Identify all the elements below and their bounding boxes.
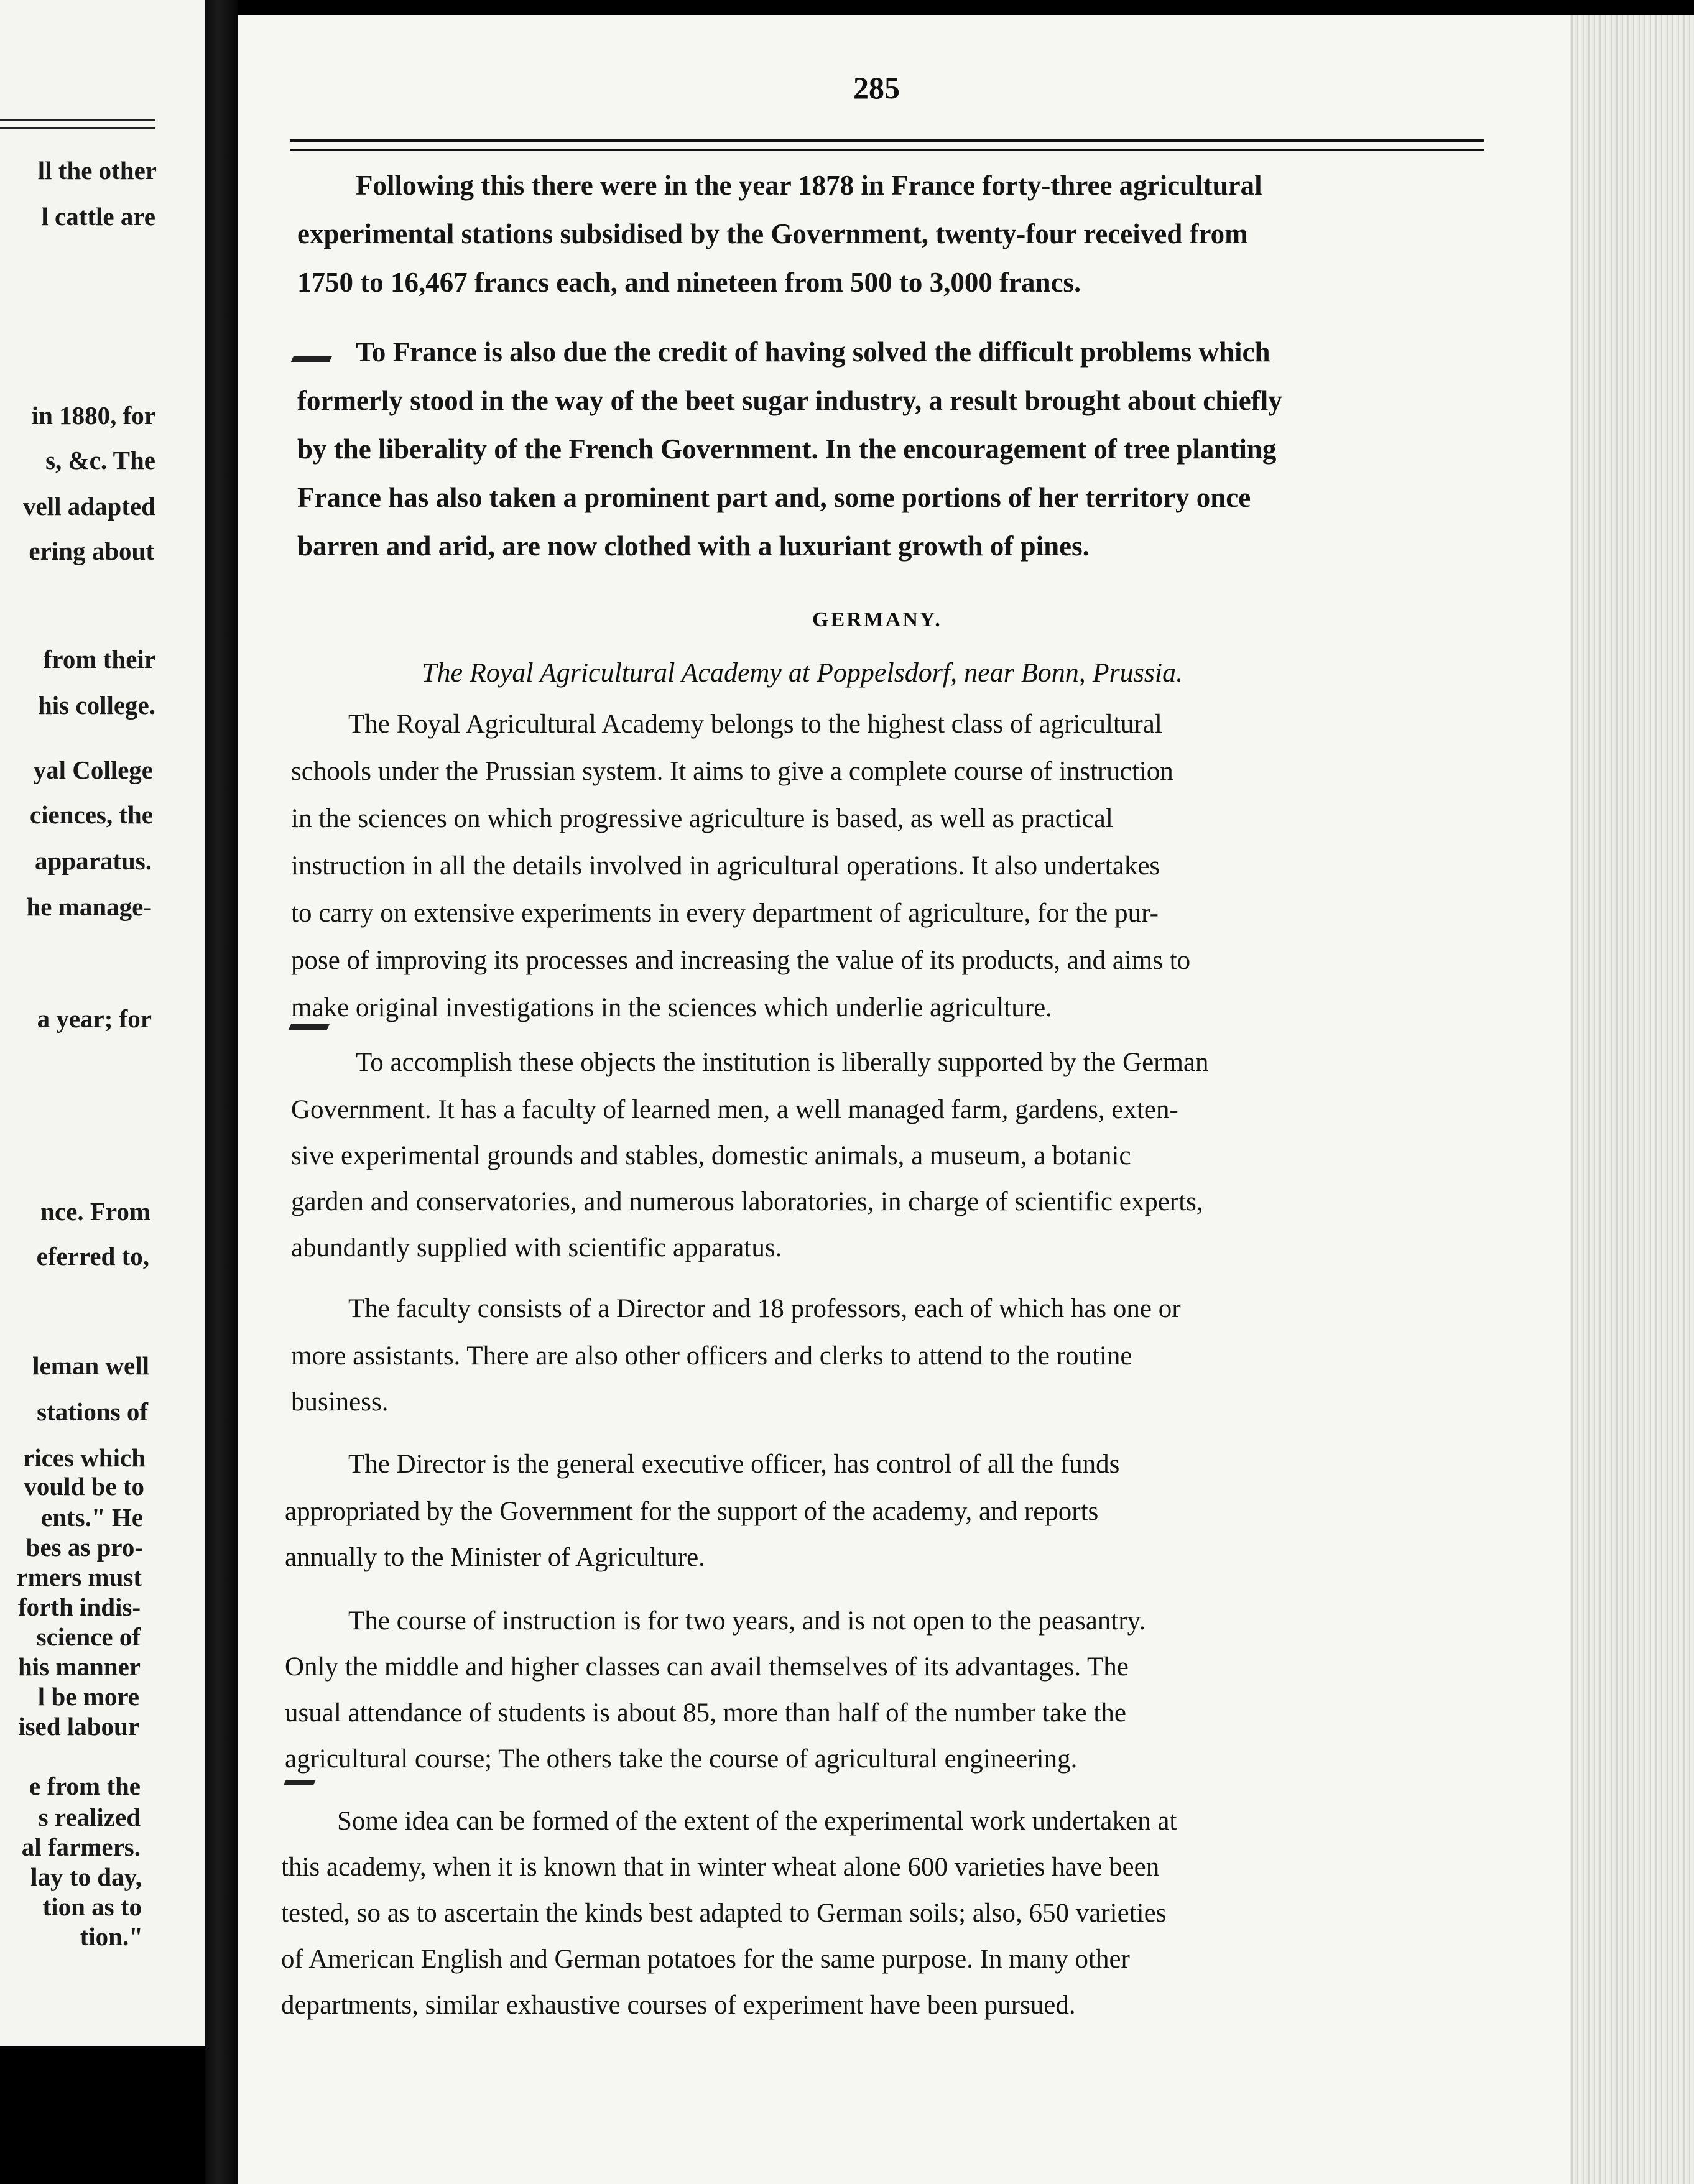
text-line: make original investigations in the sciences which underlie agriculture. <box>291 993 1052 1022</box>
text-line: this academy, when it is known that in winter wheat alone 600 varieties have been <box>281 1853 1160 1882</box>
text-line: The Royal Agricultural Academy belongs to the highest class of agricultural <box>348 710 1162 739</box>
text-line: tested, so as to ascertain the kinds best adapted to German soils; also, 650 varieties <box>281 1899 1167 1928</box>
left-page-fragment <box>0 0 205 2046</box>
left-text-line: ll the other <box>37 156 157 185</box>
text-line: of American English and German potatoes for the same purpose. In many other <box>281 1945 1130 1974</box>
section-heading: GERMANY. <box>812 608 942 631</box>
left-text-line: s realized <box>38 1803 141 1831</box>
left-text-line: from their <box>43 645 155 673</box>
left-text-line: ciences, the <box>29 800 153 829</box>
left-text-line: bes as pro- <box>25 1533 143 1562</box>
page-number: 285 <box>853 70 900 105</box>
text-line: annually to the Minister of Agriculture. <box>285 1543 705 1572</box>
left-text-line: l cattle are <box>41 202 155 231</box>
left-text-line: lay to day, <box>30 1862 142 1891</box>
left-text-line: al farmers. <box>21 1833 141 1861</box>
text-line: more assistants. There are also other officers and clerks to attend to the routine <box>291 1341 1132 1371</box>
left-text-line: forth indis- <box>17 1593 141 1621</box>
left-text-line: science of <box>36 1622 141 1651</box>
left-text-line: his manner <box>17 1652 141 1681</box>
page-edges <box>1570 15 1694 2184</box>
text-line: The Director is the general executive officer, has control of all the funds <box>348 1450 1120 1479</box>
text-line: experimental stations subsidised by the Government, twenty-four received from <box>297 218 1248 249</box>
text-line: Following this there were in the year 1878 in France forty-three agricultural <box>356 170 1262 201</box>
text-line: Some idea can be formed of the extent of the experimental work undertaken at <box>337 1807 1177 1836</box>
text-line: instruction in all the details involved in agricultural operations. It also undertakes <box>291 851 1160 881</box>
text-line: pose of improving its processes and increasing the value of its products, and aims to <box>291 946 1191 975</box>
left-text-line: a year; for <box>37 1004 152 1033</box>
text-line: The faculty consists of a Director and 18 professors, each of which has one or <box>348 1294 1181 1323</box>
text-line: business. <box>291 1387 389 1417</box>
left-text-line: stations of <box>37 1397 148 1426</box>
text-line: barren and arid, are now clothed with a luxuriant growth of pines. <box>297 530 1090 562</box>
left-text-line: yal College <box>33 756 153 784</box>
left-text-line: rices which <box>23 1443 146 1472</box>
text-line: 1750 to 16,467 francs each, and nineteen from 500 to 3,000 francs. <box>297 267 1081 298</box>
text-line: formerly stood in the way of the beet sugar industry, a result brought about chiefly <box>297 385 1282 416</box>
text-line: To France is also due the credit of having solved the difficult problems which <box>356 336 1270 368</box>
text-line: schools under the Prussian system. It aims to give a complete course of instruction <box>291 757 1173 786</box>
paragraph-mark <box>291 356 333 362</box>
book-gutter <box>205 0 238 2184</box>
left-text-line: tion as to <box>42 1892 142 1921</box>
text-line: The course of instruction is for two years, and is not open to the peasantry. <box>348 1606 1146 1636</box>
left-text-line: ised labour <box>18 1712 139 1741</box>
section-subheading: The Royal Agricultural Academy at Poppelsdorf, near Bonn, Prussia. <box>422 657 1183 688</box>
text-line: To accomplish these objects the institution is liberally supported by the German <box>356 1048 1209 1077</box>
text-line: departments, similar exhaustive courses of experiment have been pursued. <box>281 1991 1076 2020</box>
left-text-line: ents." He <box>41 1503 143 1532</box>
left-text-line: eferred to, <box>36 1242 149 1270</box>
text-line: to carry on extensive experiments in every department of agriculture, for the pur- <box>291 899 1159 928</box>
text-line: agricultural course; The others take the course of agricultural engineering. <box>285 1744 1078 1774</box>
text-line: appropriated by the Government for the support of the academy, and reports <box>285 1497 1099 1526</box>
left-text-line: e from the <box>29 1772 141 1800</box>
text-line: Only the middle and higher classes can avail themselves of its advantages. The <box>285 1652 1129 1682</box>
text-line: garden and conservatories, and numerous laboratories, in charge of scientific experts, <box>291 1187 1203 1216</box>
left-text-line: apparatus. <box>35 846 152 875</box>
left-text-line: vell adapted <box>23 492 155 521</box>
left-text-line: l be more <box>37 1682 139 1711</box>
text-line: sive experimental grounds and stables, domestic animals, a museum, a botanic <box>291 1141 1131 1170</box>
left-text-line: s, &c. The <box>45 446 155 474</box>
left-text-line: vould be to <box>24 1472 144 1501</box>
text-line: abundantly supplied with scientific apparatus. <box>291 1233 782 1262</box>
left-header-rule <box>0 119 155 129</box>
text-line: France has also taken a prominent part and, some portions of her territory once <box>297 482 1251 513</box>
left-text-line: in 1880, for <box>31 401 155 430</box>
left-text-line: leman well <box>32 1351 149 1380</box>
text-line: in the sciences on which progressive agriculture is based, as well as practical <box>291 804 1113 833</box>
left-text-line: tion." <box>80 1922 143 1951</box>
left-text-line: he manage- <box>26 892 152 921</box>
left-text-line: his college. <box>37 691 155 720</box>
left-text-line: ering about <box>29 537 154 565</box>
paragraph-mark <box>289 1024 330 1030</box>
text-line: by the liberality of the French Government. In the encouragement of tree planting <box>297 433 1277 465</box>
text-line: usual attendance of students is about 85, more than half of the number take the <box>285 1698 1126 1728</box>
text-line: Government. It has a faculty of learned men, a well managed farm, gardens, exten- <box>291 1095 1178 1124</box>
left-text-line: nce. From <box>40 1197 150 1226</box>
main-page <box>238 15 1694 2184</box>
left-text-line: rmers must <box>16 1563 142 1591</box>
paragraph-mark <box>284 1780 316 1785</box>
header-rule <box>290 139 1484 151</box>
